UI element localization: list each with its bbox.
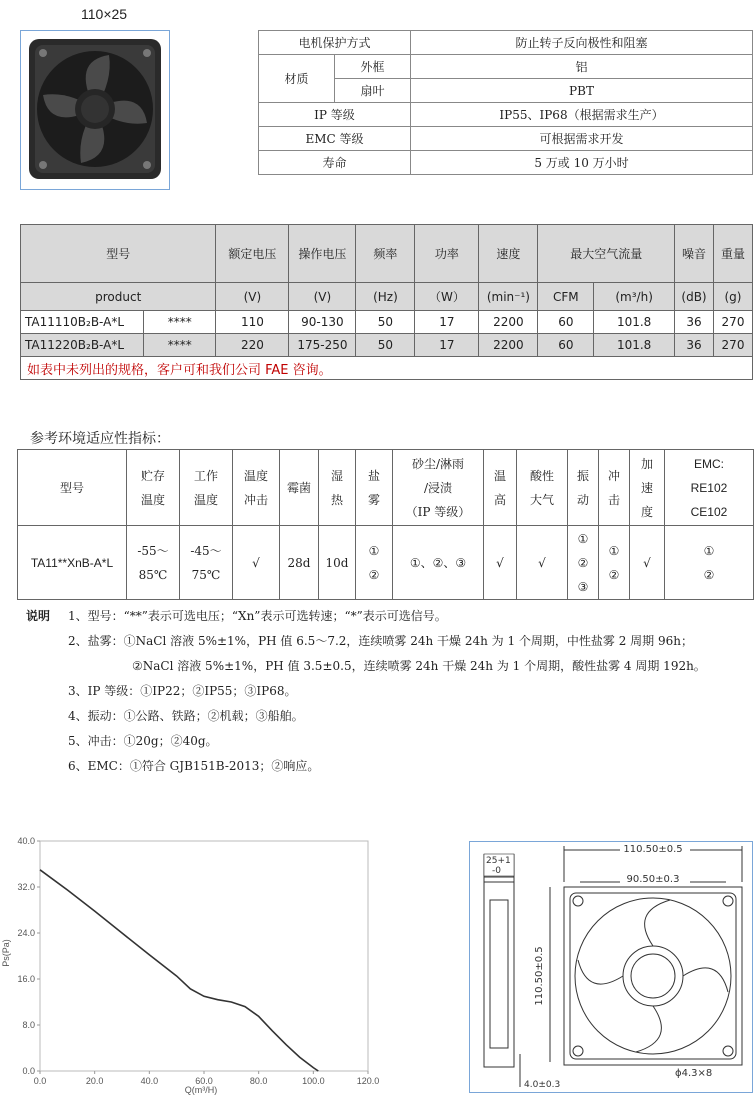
th-noise: 噪音	[675, 225, 714, 283]
table-row	[21, 334, 753, 357]
cell-power: 17	[415, 334, 479, 357]
note-line: 3、IP 等级：①IP22；②IP55；③IP68。	[68, 684, 297, 698]
spec-table	[258, 30, 753, 175]
env-h-storage-2: 温度	[140, 492, 165, 507]
env-h-damp-2: 热	[330, 492, 343, 507]
fan-photo	[20, 30, 170, 190]
cell-m3h: 101.8	[594, 334, 675, 357]
note-line: 1、型号：“**”表示可选电压；“Xn”表示可选转速；“*”表示可选信号。	[68, 609, 447, 623]
env-h-shock-1: 温度	[243, 468, 268, 483]
product-table	[20, 224, 753, 380]
env-h-accel-2: 速	[640, 480, 653, 495]
th-airflow: 最大空气流量	[538, 225, 675, 283]
unit-cfm: CFM	[538, 283, 594, 311]
cell-weight: 270	[714, 334, 753, 357]
size-label: 110×25	[81, 6, 128, 22]
blade-value: PBT	[411, 79, 753, 103]
cell-model: TA11110B₂B-A*L	[21, 311, 144, 334]
cell-code: ****	[144, 334, 216, 357]
note-line: 4、振动：①公路、铁路；②机载；③船舶。	[68, 709, 304, 723]
dimension-drawing	[469, 841, 753, 1093]
x-tick-label: 100.0	[302, 1076, 325, 1086]
env-h-vib-2: 动	[576, 492, 589, 507]
env-h-emc-3: CE102	[690, 504, 728, 519]
check-icon: √	[484, 526, 517, 600]
table-row	[21, 311, 753, 334]
th-speed: 速度	[479, 225, 538, 283]
th-op-voltage: 操作电压	[289, 225, 356, 283]
env-mold: 28d	[280, 526, 319, 600]
note-line: 5、冲击：①20g；②40g。	[68, 734, 218, 748]
chart-ylabel: Ps(Pa)	[1, 939, 11, 967]
unit-v2: (V)	[289, 283, 356, 311]
env-h-shock-2: 冲击	[243, 492, 268, 507]
env-title: 参考环境适应性指标：	[30, 431, 170, 447]
env-h-work-2: 温度	[193, 492, 218, 507]
chart-xlabel: Q(m³/H)	[184, 1085, 218, 1095]
env-h-hightemp-2: 高	[493, 492, 506, 507]
height-label: 110.50±0.5	[534, 946, 545, 1006]
env-h-hightemp-1: 温	[493, 468, 506, 483]
pq-curve	[40, 870, 318, 1071]
env-h-accel-1: 加	[640, 456, 653, 471]
life-value: 5 万或 10 万小时	[411, 151, 753, 175]
x-tick-label: 80.0	[249, 1076, 268, 1086]
env-storage-1: -55～	[137, 543, 169, 558]
env-h-emc-1: EMC:	[694, 456, 724, 471]
y-tick-label: 8.0	[22, 1020, 35, 1030]
y-tick-label: 32.0	[17, 882, 35, 892]
env-impact-1: ①	[608, 543, 620, 558]
unit-db: (dB)	[675, 283, 714, 311]
env-h-dust-1: 砂尘/淋雨	[411, 456, 465, 471]
env-h-vib-1: 振	[576, 468, 589, 483]
th-frequency: 频率	[356, 225, 415, 283]
th-model: 型号	[21, 225, 216, 283]
cell-op: 175-250	[289, 334, 356, 357]
cell-freq: 50	[356, 334, 415, 357]
depth-label: 25+1	[486, 856, 511, 866]
unit-product: product	[21, 283, 216, 311]
x-tick-label: 40.0	[140, 1076, 159, 1086]
env-h-salt-2: 雾	[367, 492, 380, 507]
th-rated-voltage: 额定电压	[216, 225, 289, 283]
ip-value: IP55、IP68（根据需求生产）	[411, 103, 753, 127]
cell-model: TA11220B₂B-A*L	[21, 334, 144, 357]
note-line: ②NaCl 溶液 5%±1%，PH 值 3.5±0.5，连续喷雾 24h 干燥 24h 为 1 个周期，酸性盐雾 4 周期 192h。	[132, 659, 706, 673]
cell-m3h: 101.8	[594, 311, 675, 334]
env-vib-1: ①	[577, 531, 589, 546]
unit-min: (min⁻¹)	[479, 283, 538, 311]
thickness-label: 4.0±0.3	[524, 1080, 561, 1090]
x-tick-label: 120.0	[356, 1076, 380, 1086]
env-h-impact-1: 冲	[607, 468, 620, 483]
cell-cfm: 60	[538, 311, 594, 334]
cell-op: 90-130	[289, 311, 356, 334]
env-h-accel-3: 度	[640, 504, 653, 519]
env-h-model: 型号	[18, 450, 127, 526]
unit-v1: (V)	[216, 283, 289, 311]
env-h-storage-1: 贮存	[140, 468, 165, 483]
unit-g: (g)	[714, 283, 753, 311]
motor-protect-value: 防止转子反向极性和阻塞	[411, 31, 753, 55]
blade-label: 扇叶	[335, 79, 411, 103]
emc-label: EMC 等级	[259, 127, 411, 151]
cell-freq: 50	[356, 311, 415, 334]
cell-rated: 220	[216, 334, 289, 357]
env-work-2: 75℃	[191, 567, 221, 582]
env-h-dust-2: /浸渍	[423, 480, 453, 495]
pq-chart	[0, 828, 400, 1106]
env-dust: ①、②、③	[393, 526, 484, 600]
th-weight: 重量	[714, 225, 753, 283]
th-power: 功率	[415, 225, 479, 283]
env-h-impact-2: 击	[607, 492, 620, 507]
x-tick-label: 20.0	[85, 1076, 104, 1086]
env-storage-2: 85℃	[138, 567, 168, 582]
env-salt-2: ②	[368, 567, 380, 582]
env-h-acid-1: 酸性	[529, 468, 554, 483]
note-line: 2、盐雾：①NaCl 溶液 5%±1%，PH 值 6.5～7.2，连续喷雾 24h 干燥 24h 为 1 个周期，中性盐雾 2 周期 96h；	[68, 634, 693, 648]
width-inner-label: 90.50±0.3	[626, 874, 680, 885]
env-h-salt-1: 盐	[367, 468, 380, 483]
notes-heading: 说明	[26, 609, 51, 623]
cell-code: ****	[144, 311, 216, 334]
cell-weight: 270	[714, 311, 753, 334]
table-note: 如表中未列出的规格，客户可和我们公司 FAE 咨询。	[21, 357, 753, 380]
check-icon: √	[233, 526, 280, 600]
x-tick-label: 0.0	[33, 1076, 47, 1086]
env-h-mold: 霉菌	[280, 450, 319, 526]
x-tick-label: 60.0	[195, 1076, 213, 1086]
y-tick-label: 0.0	[22, 1066, 35, 1076]
env-row	[18, 526, 754, 600]
env-vib-3: ③	[577, 579, 589, 594]
emc-value: 可根据需求开发	[411, 127, 753, 151]
plot-frame	[40, 841, 368, 1071]
cell-noise: 36	[675, 311, 714, 334]
y-tick-label: 16.0	[17, 974, 35, 984]
check-icon: √	[517, 526, 568, 600]
env-salt-1: ①	[368, 543, 380, 558]
cell-speed: 2200	[479, 334, 538, 357]
frame-value: 铝	[411, 55, 753, 79]
frame-label: 外框	[335, 55, 411, 79]
env-h-acid-2: 大气	[529, 492, 554, 507]
env-emc-2: ②	[703, 567, 715, 582]
cell-cfm: 60	[538, 334, 594, 357]
cell-power: 17	[415, 311, 479, 334]
ip-label: IP 等级	[259, 103, 411, 127]
env-emc-1: ①	[703, 543, 715, 558]
hole-label: ϕ4.3×8	[675, 1068, 713, 1079]
env-damp: 10d	[319, 526, 356, 600]
y-tick-label: 40.0	[17, 836, 35, 846]
env-h-damp-1: 湿	[330, 468, 343, 483]
unit-m3h: (m³/h)	[594, 283, 675, 311]
env-impact-2: ②	[608, 567, 620, 582]
env-h-emc-2: RE102	[690, 480, 728, 495]
life-label: 寿命	[259, 151, 411, 175]
y-tick-label: 24.0	[17, 928, 35, 938]
note-line: 6、EMC：①符合 GJB151B-2013；②响应。	[68, 759, 320, 773]
env-table	[17, 449, 754, 600]
env-h-dust-3: （IP 等级）	[405, 504, 471, 519]
motor-protect-label: 电机保护方式	[259, 31, 411, 55]
unit-w: （W）	[415, 283, 479, 311]
env-h-work-1: 工作	[193, 468, 218, 483]
cell-speed: 2200	[479, 311, 538, 334]
depth-tol: -0	[492, 866, 501, 876]
unit-hz: (Hz)	[356, 283, 415, 311]
env-model: TA11**XnB-A*L	[18, 526, 127, 600]
cell-rated: 110	[216, 311, 289, 334]
width-outer-label: 110.50±0.5	[623, 844, 683, 855]
material-label: 材质	[259, 55, 335, 103]
check-icon: √	[630, 526, 665, 600]
env-work-1: -45～	[190, 543, 222, 558]
env-vib-2: ②	[577, 555, 589, 570]
cell-noise: 36	[675, 334, 714, 357]
